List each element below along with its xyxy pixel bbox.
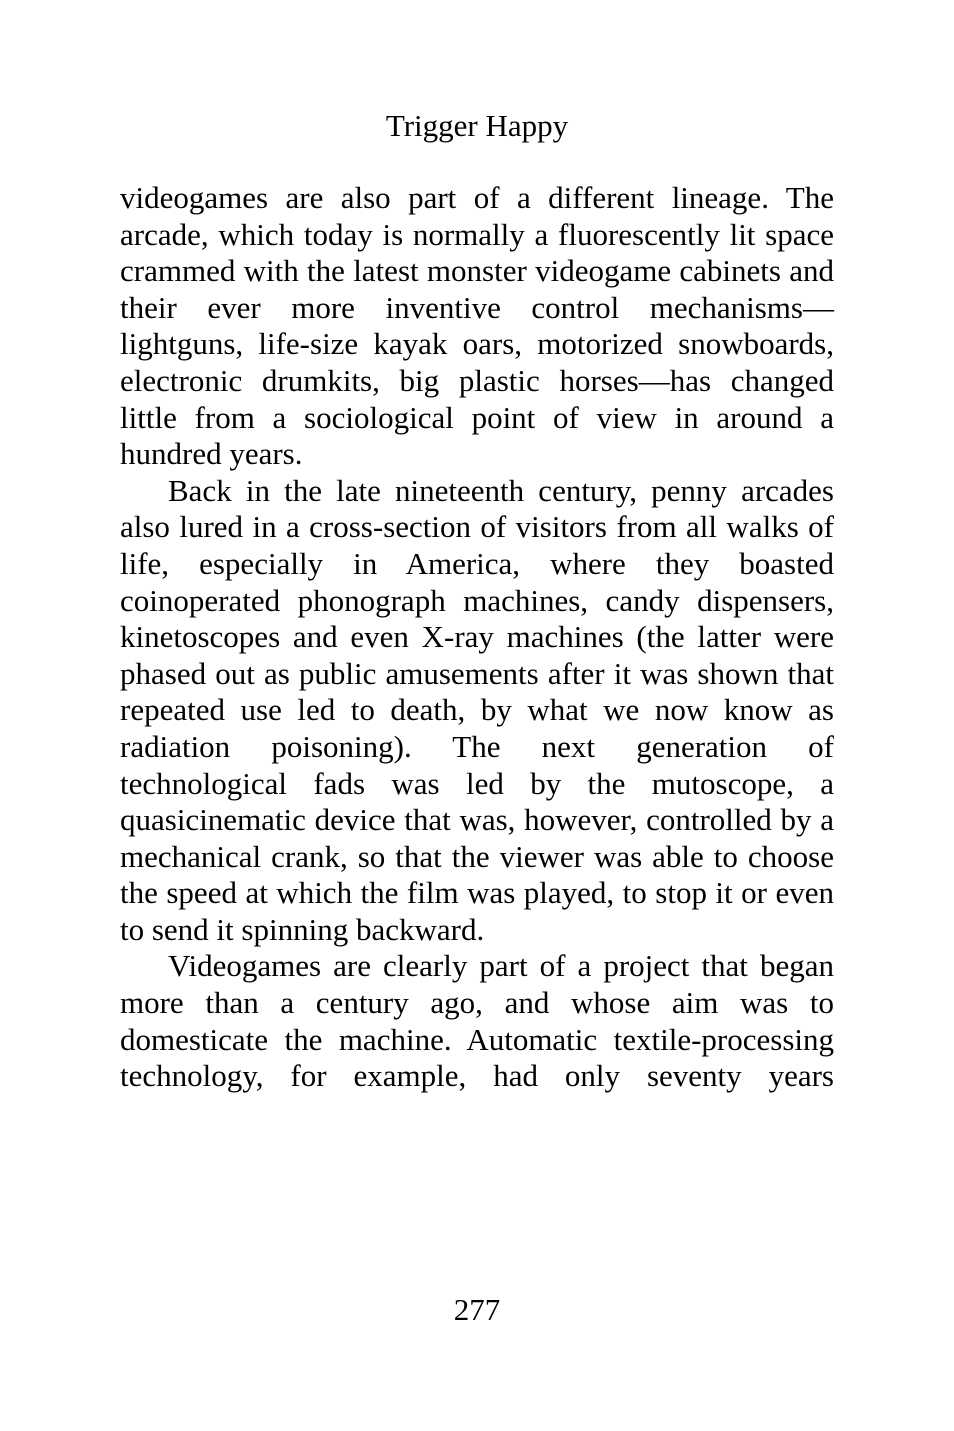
running-head: Trigger Happy <box>385 108 569 143</box>
body-text <box>120 180 834 1095</box>
paragraph-3: Videogames are clearly part of a project that began more than a century ago, and whose aim was to domesticate the machine. Automatic textile-processing technology, for example, had only seventy years <box>120 948 834 1094</box>
paragraph-2: Back in the late nineteenth century, penny arcades also lured in a cross-section of visitors from all walks of life, especially in America, where they boasted coinoperated phonograph machines, candy dispensers, kinetoscopes and even X-ray machines (the latter were phased out as public amusements after it was shown that repeated use led to death, by what we now know as radiation poisoning). The next generation of technological fads was led by the mutoscope, a quasicinematic device that was, however, controlled by a mechanical crank, so that the viewer was able to choose the speed at which the film was played, to stop it or even to send it spinning backward. <box>120 472 834 947</box>
page-number: 277 <box>453 1292 501 1327</box>
paragraph-1: videogames are also part of a different lineage. The arcade, which today is normally a fluorescently lit space crammed with the latest monster videogame cabinets and their ever more inventive control mechanisms—lightguns, life-size kayak oars, motorized snowboards, electronic drumkits, big plastic horses—has changed little from a sociological point of view in around a hundred years. <box>120 180 834 472</box>
